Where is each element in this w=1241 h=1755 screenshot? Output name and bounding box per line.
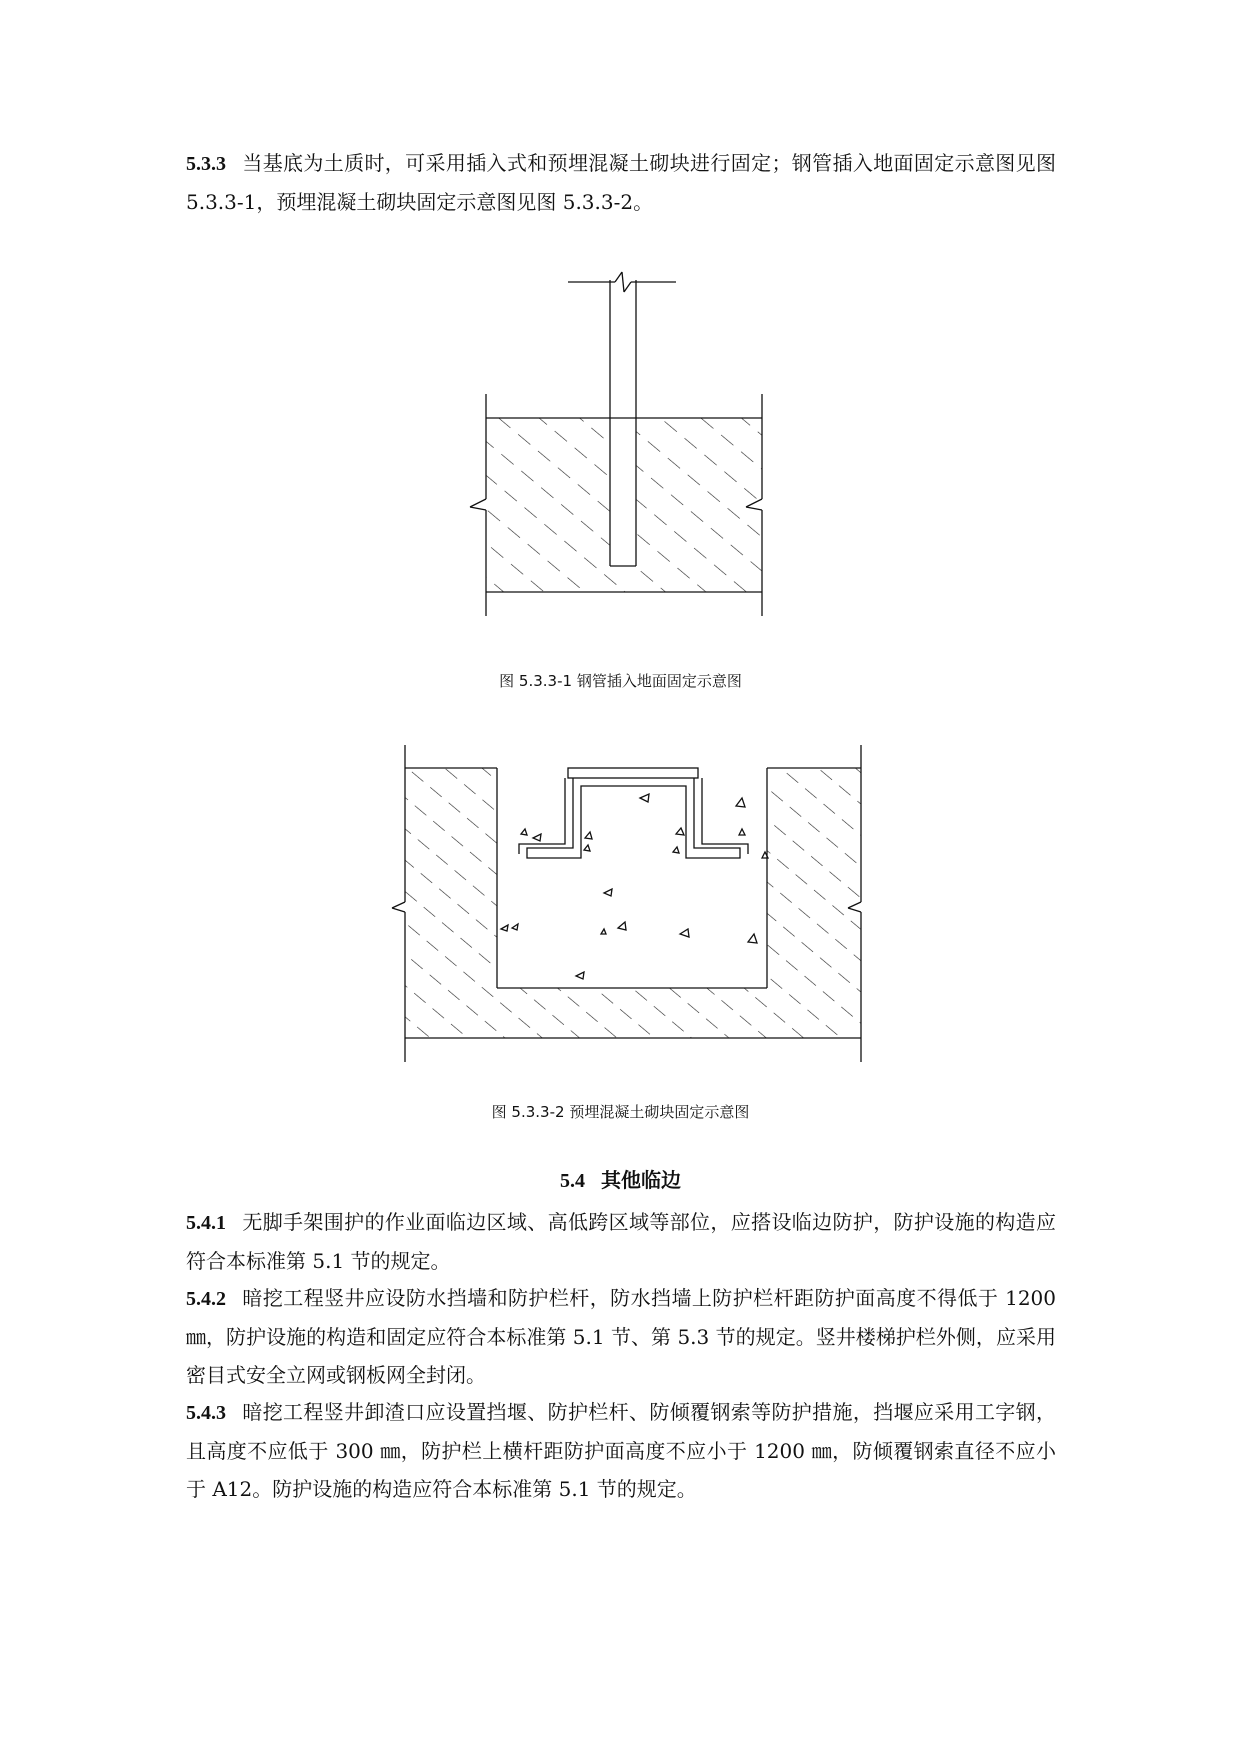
clause-number: 5.4.3 [186,1402,226,1424]
figure-caption-2: 图 5.3.3-2 预埋混凝土砌块固定示意图 [491,1103,750,1121]
section-heading [0,1164,1241,1193]
section-number: 5.4 [560,1170,585,1192]
clause-number: 5.3.3 [186,153,226,175]
clause-text: 当基底为土质时，可采用插入式和预埋混凝土砌块进行固定；钢管插入地面固定示意图见图 5.3.3-1，预埋混凝土砌块固定示意图见图 5.3.3-2。 [186,151,1056,214]
clause-5-4-3 [186,1393,1056,1508]
clause-number: 5.4.2 [186,1288,226,1310]
clause-number: 5.4.1 [186,1212,226,1234]
section-title: 其他临边 [601,1168,681,1192]
clause-text: 暗挖工程竖井应设防水挡墙和防护栏杆，防水挡墙上防护栏杆距防护面高度不得低于 1200 ㎜，防护设施的构造和固定应符合本标准第 5.1 节、第 5.3 节的规定。竖井楼梯护栏外侧，应采用密目式安全立网或钢板网全封闭。 [186,1286,1056,1387]
clause-5-4-2 [186,1279,1056,1394]
clause-text: 暗挖工程竖井卸渣口应设置挡堰、防护栏杆、防倾覆钢索等防护措施，挡堰应采用工字钢，且高度不应低于 300 ㎜，防护栏上横杆距防护面高度不应小于 1200 ㎜，防倾覆钢索直径不应小于 A12。防护设施的构造应符合本标准第 5.1 节的规定。 [186,1400,1056,1501]
clause-text: 无脚手架围护的作业面临边区域、高低跨区域等部位，应搭设临边防护，防护设施的构造应符合本标准第 5.1 节的规定。 [186,1210,1056,1273]
figure-precast-concrete-block [0,740,1241,1080]
clause-5-4-1 [186,1203,1056,1280]
figure-caption-1: 图 5.3.3-1 钢管插入地面固定示意图 [499,672,742,690]
figure-steel-pipe-inserted [0,0,1241,640]
